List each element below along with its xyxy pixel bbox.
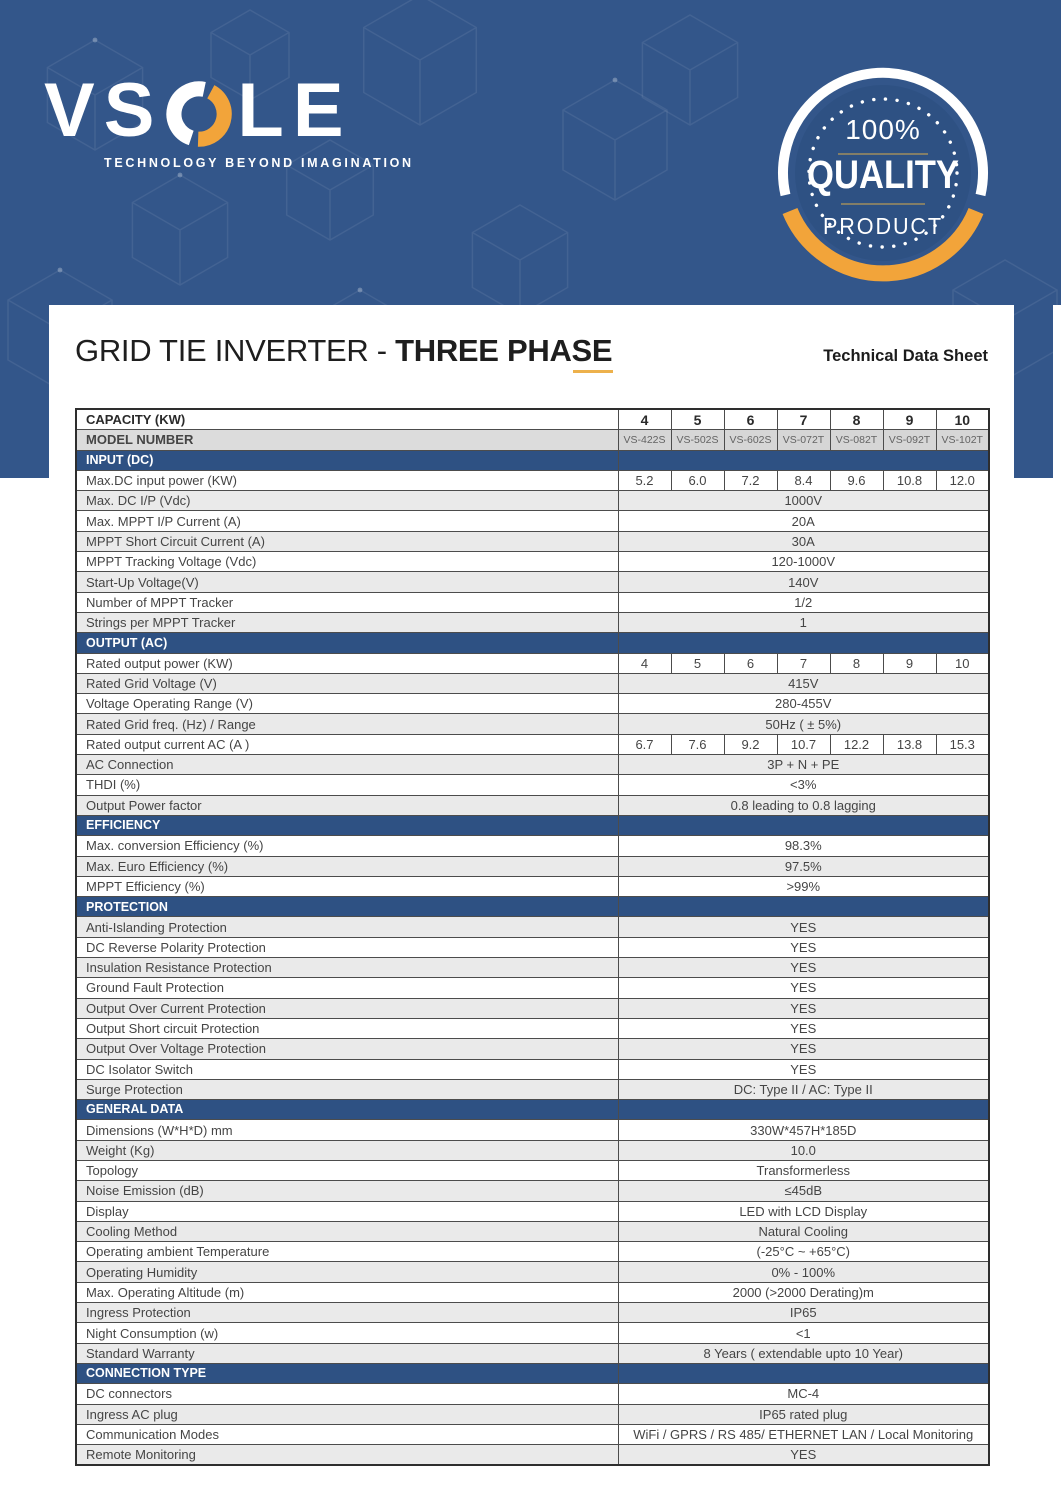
spec-row xyxy=(76,491,989,511)
spec-value-cell: VS-602S xyxy=(724,430,777,450)
spec-value-cell: 6 xyxy=(724,653,777,673)
spec-label: THDI (%) xyxy=(76,775,618,795)
spec-value-cell: WiFi / GPRS / RS 485/ ETHERNET LAN / Local Monitoring xyxy=(618,1424,989,1444)
section-header-row xyxy=(76,633,989,653)
section-title: PROTECTION xyxy=(76,897,618,917)
spec-label: Topology xyxy=(76,1160,618,1180)
spec-row xyxy=(76,1242,989,1262)
spec-value-cell: 98.3% xyxy=(618,836,989,856)
spec-row xyxy=(76,531,989,551)
spec-value-cell: YES xyxy=(618,1039,989,1059)
badge-bottom-text: PRODUCT xyxy=(823,213,943,239)
spec-row xyxy=(76,694,989,714)
spec-label: MODEL NUMBER xyxy=(76,430,618,450)
spec-value-cell: <1 xyxy=(618,1323,989,1343)
spec-label: DC Reverse Polarity Protection xyxy=(76,937,618,957)
spec-row xyxy=(76,836,989,856)
spec-value-cell: 6.7 xyxy=(618,734,671,754)
spec-value-cell: 5 xyxy=(671,653,724,673)
spec-value-cell: 8 xyxy=(830,653,883,673)
spec-label: Max. DC I/P (Vdc) xyxy=(76,491,618,511)
spec-row xyxy=(76,1201,989,1221)
spec-row xyxy=(76,1424,989,1444)
spec-row xyxy=(76,1262,989,1282)
spec-value-cell: 4 xyxy=(618,409,671,430)
spec-value-cell: 15.3 xyxy=(936,734,989,754)
spec-row xyxy=(76,1343,989,1363)
spec-label: Max.DC input power (KW) xyxy=(76,470,618,490)
spec-value-cell: 140V xyxy=(618,572,989,592)
logo-wordmark xyxy=(44,68,414,153)
spec-value-cell: 1/2 xyxy=(618,592,989,612)
spec-row xyxy=(76,470,989,490)
title-regular: GRID TIE INVERTER - xyxy=(75,333,396,368)
section-spacer xyxy=(618,633,989,653)
spec-label: Output Short circuit Protection xyxy=(76,1018,618,1038)
spec-value-cell: VS-502S xyxy=(671,430,724,450)
spec-value-cell: YES xyxy=(618,917,989,937)
spec-row xyxy=(76,1384,989,1404)
brand-tagline: TECHNOLOGY BEYOND IMAGINATION xyxy=(104,156,414,170)
logo-o-icon xyxy=(163,78,235,150)
spec-row xyxy=(76,1282,989,1302)
spec-value-cell: YES xyxy=(618,978,989,998)
spec-label: Ingress Protection xyxy=(76,1303,618,1323)
spec-row xyxy=(76,876,989,896)
spec-row xyxy=(76,714,989,734)
spec-value-cell: 280-455V xyxy=(618,694,989,714)
spec-row xyxy=(76,734,989,754)
spec-value-cell: VS-422S xyxy=(618,430,671,450)
section-spacer xyxy=(618,897,989,917)
spec-value-cell: LED with LCD Display xyxy=(618,1201,989,1221)
spec-row xyxy=(76,856,989,876)
spec-label: Number of MPPT Tracker xyxy=(76,592,618,612)
section-header-row xyxy=(76,1100,989,1120)
spec-label: Output Power factor xyxy=(76,795,618,815)
spec-value-cell: 7.6 xyxy=(671,734,724,754)
spec-row xyxy=(76,511,989,531)
spec-value-cell: (-25°C ~ +65°C) xyxy=(618,1242,989,1262)
spec-value-cell: YES xyxy=(618,1018,989,1038)
spec-value-cell: YES xyxy=(618,937,989,957)
spec-row xyxy=(76,1039,989,1059)
doc-type-label: Technical Data Sheet xyxy=(823,347,988,365)
spec-table xyxy=(75,408,990,1466)
spec-row xyxy=(76,673,989,693)
spec-label: AC Connection xyxy=(76,755,618,775)
section-header-row xyxy=(76,1363,989,1383)
spec-value-cell: 1000V xyxy=(618,491,989,511)
quality-badge xyxy=(772,62,994,284)
spec-value-cell: 8.4 xyxy=(777,470,830,490)
spec-value-cell: 9 xyxy=(883,409,936,430)
section-spacer xyxy=(618,450,989,470)
spec-value-cell: 10.0 xyxy=(618,1140,989,1160)
spec-label: Ground Fault Protection xyxy=(76,978,618,998)
spec-label: Anti-Islanding Protection xyxy=(76,917,618,937)
spec-value-cell: 6 xyxy=(724,409,777,430)
badge-middle-text: QUALITY xyxy=(807,153,960,197)
page-right-margin xyxy=(1053,305,1061,1500)
spec-label: Start-Up Voltage(V) xyxy=(76,572,618,592)
spec-value-cell: 1 xyxy=(618,612,989,632)
section-header-row xyxy=(76,450,989,470)
spec-row xyxy=(76,653,989,673)
section-title: EFFICIENCY xyxy=(76,815,618,835)
spec-value-cell: 7 xyxy=(777,409,830,430)
spec-value-cell: <3% xyxy=(618,775,989,795)
spec-label: CAPACITY (KW) xyxy=(76,409,618,430)
spec-row xyxy=(76,755,989,775)
spec-value-cell: 13.8 xyxy=(883,734,936,754)
spec-label: Cooling Method xyxy=(76,1221,618,1241)
spec-value-cell: 8 Years ( extendable upto 10 Year) xyxy=(618,1343,989,1363)
spec-value-cell: 6.0 xyxy=(671,470,724,490)
spec-value-cell: 415V xyxy=(618,673,989,693)
spec-label: Display xyxy=(76,1201,618,1221)
spec-value-cell: VS-102T xyxy=(936,430,989,450)
spec-value-cell: 0.8 leading to 0.8 lagging xyxy=(618,795,989,815)
spec-value-cell: 10 xyxy=(936,409,989,430)
badge-top-text: 100% xyxy=(845,114,921,145)
spec-value-cell: 2000 (>2000 Derating)m xyxy=(618,1282,989,1302)
spec-value-cell: >99% xyxy=(618,876,989,896)
spec-value-cell: 0% - 100% xyxy=(618,1262,989,1282)
spec-row xyxy=(76,998,989,1018)
spec-label: Insulation Resistance Protection xyxy=(76,958,618,978)
spec-table-body xyxy=(76,409,989,1465)
section-spacer xyxy=(618,1363,989,1383)
spec-value-cell: 12.2 xyxy=(830,734,883,754)
spec-row xyxy=(76,1445,989,1466)
spec-row xyxy=(76,552,989,572)
brand-logo xyxy=(44,68,414,170)
spec-label: Max. Euro Efficiency (%) xyxy=(76,856,618,876)
spec-label: Remote Monitoring xyxy=(76,1445,618,1466)
spec-value-cell: VS-072T xyxy=(777,430,830,450)
spec-label: Noise Emission (dB) xyxy=(76,1181,618,1201)
spec-row xyxy=(76,409,989,430)
spec-value-cell: 5.2 xyxy=(618,470,671,490)
spec-value-cell: YES xyxy=(618,998,989,1018)
spec-label: DC Isolator Switch xyxy=(76,1059,618,1079)
spec-label: Operating Humidity xyxy=(76,1262,618,1282)
spec-value-cell: YES xyxy=(618,1059,989,1079)
spec-label: DC connectors xyxy=(76,1384,618,1404)
spec-row xyxy=(76,1140,989,1160)
spec-value-cell: 10.8 xyxy=(883,470,936,490)
spec-row xyxy=(76,430,989,450)
spec-value-cell: 97.5% xyxy=(618,856,989,876)
spec-value-cell: 7.2 xyxy=(724,470,777,490)
spec-value-cell: MC-4 xyxy=(618,1384,989,1404)
section-spacer xyxy=(618,815,989,835)
spec-label: MPPT Short Circuit Current (A) xyxy=(76,531,618,551)
spec-label: Output Over Current Protection xyxy=(76,998,618,1018)
spec-value-cell: 4 xyxy=(618,653,671,673)
spec-label: Voltage Operating Range (V) xyxy=(76,694,618,714)
spec-label: Max. MPPT I/P Current (A) xyxy=(76,511,618,531)
spec-value-cell: 7 xyxy=(777,653,830,673)
spec-label: Rated output power (KW) xyxy=(76,653,618,673)
section-spacer xyxy=(618,1100,989,1120)
spec-label: Dimensions (W*H*D) mm xyxy=(76,1120,618,1140)
spec-value-cell: VS-082T xyxy=(830,430,883,450)
spec-label: Output Over Voltage Protection xyxy=(76,1039,618,1059)
spec-label: Ingress AC plug xyxy=(76,1404,618,1424)
spec-label: Operating ambient Temperature xyxy=(76,1242,618,1262)
section-title: CONNECTION TYPE xyxy=(76,1363,618,1383)
spec-value-cell: 9.2 xyxy=(724,734,777,754)
spec-value-cell: YES xyxy=(618,1445,989,1466)
title-bold: THREE PHASE xyxy=(395,333,612,368)
spec-label: Rated Grid Voltage (V) xyxy=(76,673,618,693)
spec-value-cell: 3P + N + PE xyxy=(618,755,989,775)
spec-row xyxy=(76,1303,989,1323)
spec-value-cell: 50Hz ( ± 5%) xyxy=(618,714,989,734)
section-header-row xyxy=(76,815,989,835)
spec-value-cell: VS-092T xyxy=(883,430,936,450)
spec-row xyxy=(76,1181,989,1201)
spec-value-cell: 10 xyxy=(936,653,989,673)
spec-value-cell: 20A xyxy=(618,511,989,531)
spec-label: MPPT Efficiency (%) xyxy=(76,876,618,896)
spec-label: Communication Modes xyxy=(76,1424,618,1444)
spec-row xyxy=(76,1018,989,1038)
spec-value-cell: 5 xyxy=(671,409,724,430)
spec-value-cell: IP65 rated plug xyxy=(618,1404,989,1424)
spec-row xyxy=(76,572,989,592)
spec-label: Rated Grid freq. (Hz) / Range xyxy=(76,714,618,734)
spec-value-cell: 9.6 xyxy=(830,470,883,490)
spec-value-cell: IP65 xyxy=(618,1303,989,1323)
spec-label: Surge Protection xyxy=(76,1079,618,1099)
spec-row xyxy=(76,1221,989,1241)
spec-row xyxy=(76,1404,989,1424)
spec-label: Max. Operating Altitude (m) xyxy=(76,1282,618,1302)
spec-label: Strings per MPPT Tracker xyxy=(76,612,618,632)
spec-row xyxy=(76,592,989,612)
spec-row xyxy=(76,958,989,978)
spec-value-cell: 9 xyxy=(883,653,936,673)
spec-row xyxy=(76,1120,989,1140)
spec-row xyxy=(76,1160,989,1180)
spec-row xyxy=(76,795,989,815)
spec-row xyxy=(76,937,989,957)
spec-value-cell: 330W*457H*185D xyxy=(618,1120,989,1140)
section-title: GENERAL DATA xyxy=(76,1100,618,1120)
title-underline-accent xyxy=(573,370,613,374)
logo-text-pre: VS xyxy=(44,68,164,153)
spec-row xyxy=(76,1079,989,1099)
content-panel xyxy=(49,305,1014,1500)
spec-value-cell: 8 xyxy=(830,409,883,430)
spec-row xyxy=(76,917,989,937)
spec-row xyxy=(76,1323,989,1343)
spec-value-cell: 10.7 xyxy=(777,734,830,754)
spec-label: Weight (Kg) xyxy=(76,1140,618,1160)
spec-value-cell: 30A xyxy=(618,531,989,551)
spec-value-cell: YES xyxy=(618,958,989,978)
spec-label: Max. conversion Efficiency (%) xyxy=(76,836,618,856)
spec-row xyxy=(76,612,989,632)
section-title: OUTPUT (AC) xyxy=(76,633,618,653)
spec-label: Standard Warranty xyxy=(76,1343,618,1363)
spec-label: MPPT Tracking Voltage (Vdc) xyxy=(76,552,618,572)
spec-label: Night Consumption (w) xyxy=(76,1323,618,1343)
spec-value-cell: 120-1000V xyxy=(618,552,989,572)
spec-value-cell: 12.0 xyxy=(936,470,989,490)
spec-value-cell: Transformerless xyxy=(618,1160,989,1180)
spec-value-cell: DC: Type II / AC: Type II xyxy=(618,1079,989,1099)
title-bar xyxy=(75,332,988,370)
spec-value-cell: Natural Cooling xyxy=(618,1221,989,1241)
section-title: INPUT (DC) xyxy=(76,450,618,470)
logo-text-post: LE xyxy=(237,68,353,153)
spec-row xyxy=(76,1059,989,1079)
spec-value-cell: ≤45dB xyxy=(618,1181,989,1201)
page-title xyxy=(75,332,612,370)
section-header-row xyxy=(76,897,989,917)
spec-label: Rated output current AC (A ) xyxy=(76,734,618,754)
spec-row xyxy=(76,978,989,998)
spec-row xyxy=(76,775,989,795)
